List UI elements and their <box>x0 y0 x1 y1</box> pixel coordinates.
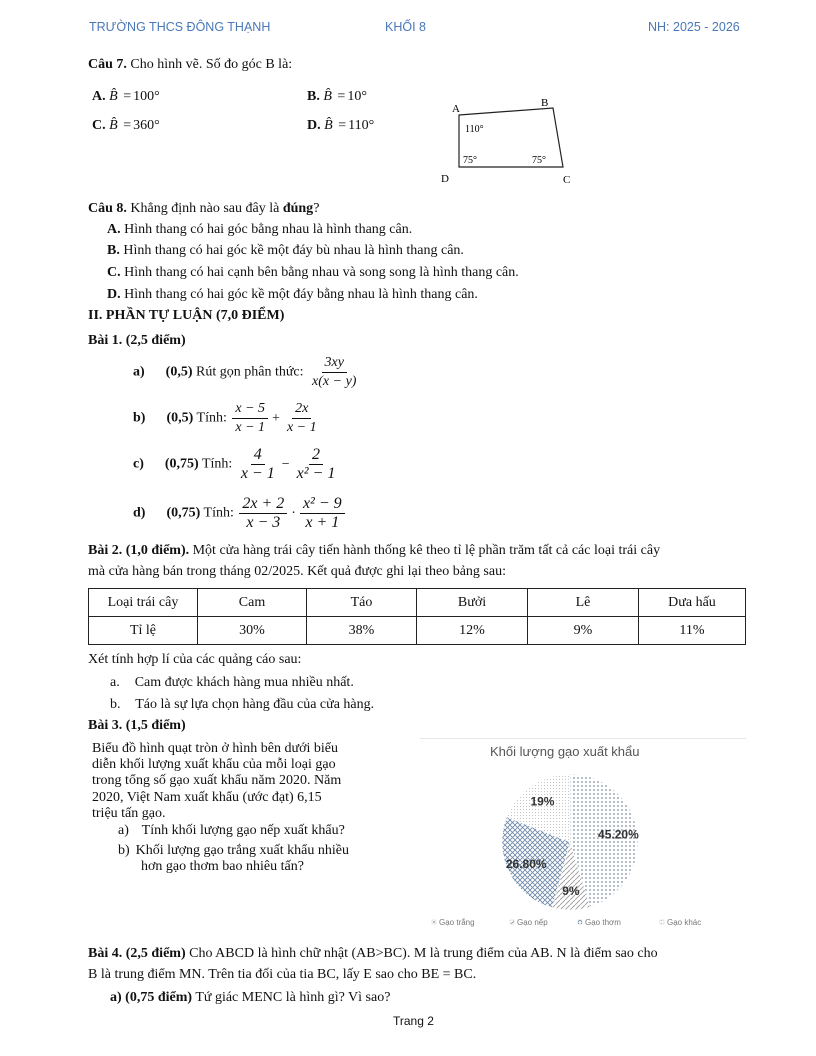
vertex-c: C <box>563 174 571 186</box>
page-number: Trang 2 <box>393 1014 434 1028</box>
table-cell: Táo <box>307 589 417 617</box>
q8-option-c: C. Hình thang có hai cạnh bên bằng nhau và song song là hình thang cân. <box>107 265 519 280</box>
legend-label: Gạo trắng <box>439 918 475 927</box>
pie-data-label: 45.20% <box>598 827 639 842</box>
fruit-table <box>88 588 746 645</box>
header-year: NH: 2025 - 2026 <box>648 20 740 34</box>
legend-label: Gạo thơm <box>585 918 621 927</box>
bai3-title: Bài 3. (1,5 điểm) <box>88 718 186 733</box>
section2-title: II. PHẦN TỰ LUẬN (7,0 ĐIỂM) <box>88 308 285 323</box>
pie-chart <box>420 760 746 935</box>
q7-option-b: B. B̂ = 10° <box>307 89 367 104</box>
legend-marker <box>578 920 582 924</box>
table-cell: 38% <box>307 617 417 645</box>
bai1-title: Bài 1. (2,5 điểm) <box>88 333 186 348</box>
bai2-line1: Bài 2. (1,0 điểm). Một cửa hàng trái cây tiến hành thống kê theo tỉ lệ phần trăm tất cả các loại trái cây <box>88 543 661 558</box>
table-cell: 9% <box>528 617 639 645</box>
bai1-item-b: b) (0,5) Tính: $\frac{x - 5}{x - 1}$ + $\frac{2x}{x - 1}$ <box>133 401 322 436</box>
table-cell: 12% <box>417 617 528 645</box>
chart-title: Khối lượng gạo xuất khẩu <box>490 744 640 759</box>
legend-marker <box>432 920 436 924</box>
pie-data-label: 19% <box>530 794 555 809</box>
q7-option-c: C. B̂ = 360° <box>92 118 160 133</box>
fraction-c2: $\frac{2}{\text{x² − 1}}$ <box>296 446 336 482</box>
table-cell: Lê <box>528 589 639 617</box>
table-row <box>89 617 746 645</box>
pie-data-label: 9% <box>562 883 580 898</box>
vertex-d: D <box>441 173 449 185</box>
bai2-after: Xét tính hợp lí của các quảng cáo sau: <box>88 652 302 667</box>
bai2-claim-b: b. Táo là sự lựa chọn hàng đầu của cửa hàng. <box>110 697 375 712</box>
q8-option-d: D. Hình thang có hai góc kề một đáy bằng nhau là hình thang cân. <box>107 287 478 302</box>
bai4-question-a: a) (0,75 điểm) Tứ giác MENC là hình gì? Vì sao? <box>110 990 391 1005</box>
q8-option-b: B. Hình thang có hai góc kề một đáy bù nhau là hình thang cân. <box>107 243 464 258</box>
legend-label: Gạo nếp <box>517 918 548 927</box>
trapezoid-figure <box>436 82 596 192</box>
bai3-question-b: b) Khối lượng gạo trắng xuất khẩu nhiều hơn gạo thơm bao nhiêu tấn? <box>118 843 349 875</box>
q7-question <box>88 57 292 73</box>
fraction-a: $\frac{3xy}{x(x - y)}$ <box>312 355 357 389</box>
fraction-d2: $\frac{\text{x² − 9}}{x + 1}$ <box>300 496 345 531</box>
bai4-line1: Bài 4. (2,5 điểm) Cho ABCD là hình chữ nhật (AB>BC). M là trung điểm của AB. N là điểm sao cho <box>88 946 658 961</box>
q7-option-a: A. B̂ = 100° <box>92 89 160 104</box>
angle-a-label: 110° <box>465 124 484 135</box>
q7-text: Cho hình vẽ. Số đo góc B là: <box>130 57 293 72</box>
fraction-c1: $\frac{4}{x - 1}$ <box>240 446 275 482</box>
angle-d-label: 75° <box>463 155 477 166</box>
vertex-a: A <box>452 103 460 115</box>
bai1-item-c: c) (0,75) Tính: $\frac{4}{x - 1}$ − $\frac{2}{\text{x² − 1}}$ <box>133 447 340 482</box>
table-cell: Loại trái cây <box>89 589 198 617</box>
q7-option-d: D. B̂ = 110° <box>307 118 375 133</box>
table-row <box>89 589 746 617</box>
vertex-b: B <box>541 97 549 109</box>
fraction-b1: $\frac{x - 5}{x - 1}$ <box>232 401 268 436</box>
angle-c-label: 75° <box>532 155 546 166</box>
table-cell: 30% <box>198 617 307 645</box>
legend-marker <box>660 920 664 924</box>
bai2-claim-a: a. Cam được khách hàng mua nhiều nhất. <box>110 675 354 690</box>
bai1-item-d: d) (0,75) Tính: $\frac{2x + 2}{x - 3}$ · $\frac{\text{x² − 9}}{x + 1}$ <box>133 496 347 531</box>
bai3-description: Biểu đồ hình quạt tròn ở hình bên dưới biểu diễn khối lượng xuất khẩu của mỗi loại gạo trong tổng số gạo xuất khẩu năm 2020. Năm 2020, Việt Nam xuất khẩu (ước đạt) 6,15 triệu tấn gạo. <box>92 741 342 821</box>
q7-label: Câu 7. <box>88 57 127 72</box>
bai4-line2: B là trung điểm MN. Trên tia đối của tia BC, lấy E sao cho BE = BC. <box>88 967 477 982</box>
table-cell: Dưa hấu <box>639 589 746 617</box>
header-school: TRƯỜNG THCS ĐÔNG THẠNH <box>89 20 271 34</box>
fraction-d1: $\frac{2x + 2}{x - 3}$ <box>239 496 287 531</box>
table-cell: Tỉ lệ <box>89 617 198 645</box>
header-grade: KHỐI 8 <box>385 20 426 34</box>
table-cell: Bưởi <box>417 589 528 617</box>
q8-option-a: A. Hình thang có hai góc bằng nhau là hình thang cân. <box>107 222 413 237</box>
bai1-item-a: a) (0,5) Rút gọn phân thức: $\frac{3xy}{x(x - y)}$ <box>133 355 361 390</box>
table-cell: 11% <box>639 617 746 645</box>
bai2-line2: mà cửa hàng bán trong tháng 02/2025. Kết quả được ghi lại theo bảng sau: <box>88 564 506 579</box>
table-cell: Cam <box>198 589 307 617</box>
pie-legend <box>432 918 701 927</box>
legend-label: Gạo khác <box>667 918 702 927</box>
legend-marker <box>510 920 514 924</box>
q8-question: Câu 8. Khẳng định nào sau đây là đúng? <box>88 201 320 216</box>
pie-data-label: 26.80% <box>505 856 547 871</box>
bai3-question-a: a) Tính khối lượng gạo nếp xuất khẩu? <box>118 823 345 838</box>
fraction-b2: $\frac{2x}{x - 1}$ <box>286 401 317 435</box>
